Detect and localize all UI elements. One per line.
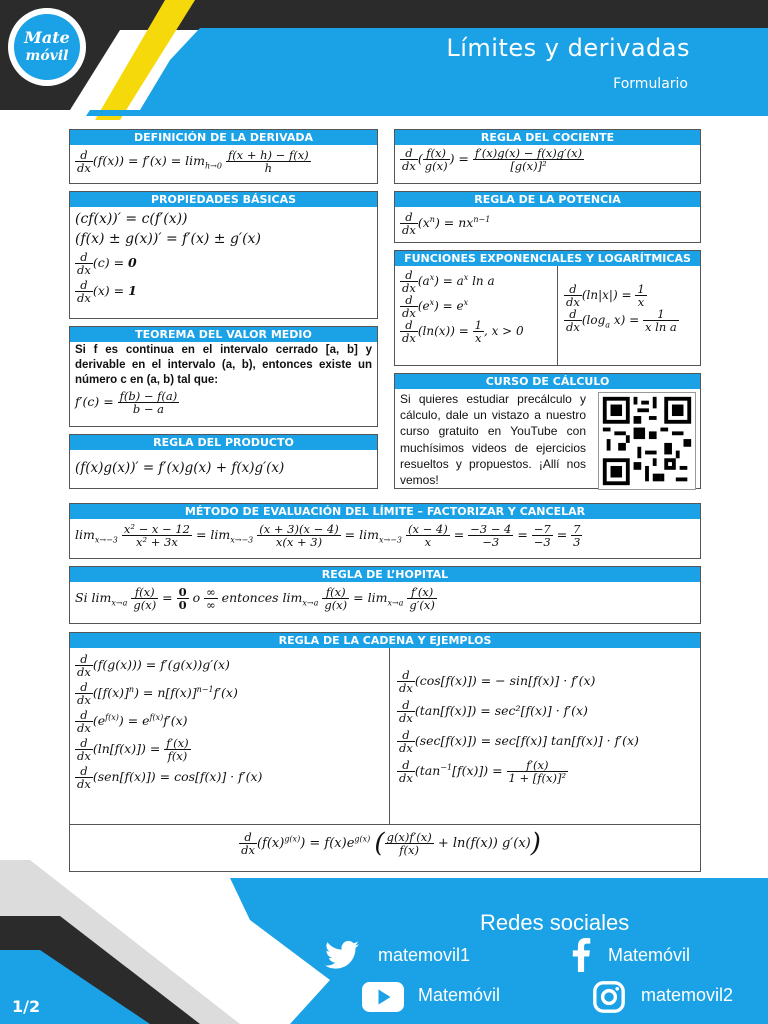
- potencia-formula: $\frac{d}{dx}$ $(x^n) = nx^{n-1}$: [402, 210, 491, 237]
- propiedades-title: PROPIEDADES BÁSICAS: [70, 192, 377, 207]
- exp-log-title: FUNCIONES EXPONENCIALES Y LOGARÍTMICAS: [395, 251, 700, 266]
- cociente-box: [394, 129, 701, 184]
- cadena-title: REGLA DE LA CADENA Y EJEMPLOS: [70, 633, 700, 648]
- page-number: 1/2: [12, 997, 41, 1016]
- exp-log-left: $\frac{d}{dx}$ $(a^x) = a^x$ ln a $\frac{d}{dx}$ $(e^x) = e^x$ $\frac{d}{dx}$ (ln(x)) = $\frac{1}{x}$ , x > 0: [402, 268, 524, 345]
- valor-medio-box: [69, 326, 378, 427]
- producto-title: REGLA DEL PRODUCTO: [70, 435, 377, 450]
- propiedades-box: [69, 191, 378, 319]
- redes-heading: Redes sociales: [480, 910, 630, 935]
- instagram-handle[interactable]: matemovil2: [641, 985, 734, 1005]
- facebook-handle[interactable]: Matemóvil: [608, 945, 691, 965]
- twitter-handle[interactable]: matemovil1: [378, 945, 471, 965]
- valor-medio-title: TEOREMA DEL VALOR MEDIO: [70, 327, 377, 342]
- potencia-box: [394, 191, 701, 243]
- cadena-divider-h: [70, 824, 700, 825]
- definicion-derivada-box: [69, 129, 378, 184]
- instagram-icon[interactable]: [592, 980, 626, 1014]
- facebook-icon[interactable]: [570, 938, 592, 972]
- youtube-handle[interactable]: Matemóvil: [418, 985, 501, 1005]
- definicion-derivada-title: DEFINICIÓN DE LA DERIVADA: [70, 130, 377, 145]
- curso-title: CURSO DE CÁLCULO: [395, 374, 700, 389]
- factorizar-box: [69, 503, 701, 559]
- factorizar-title: MÉTODO DE EVALUACIÓN DEL LÍMITE – FACTORIZAR Y CANCELAR: [70, 504, 700, 519]
- exp-log-right: $\frac{d}{dx}$ (ln|x|) = $\frac{1}{x}$ $\frac{d}{dx}$ ($\log_a$ x) = $\frac{1}{\text{x ln a}}$: [566, 282, 677, 334]
- lhopital-box: [69, 566, 701, 624]
- producto-box: [69, 434, 378, 489]
- cadena-bottom-formula: $\frac{d}{dx}$ $(f(x)^{g(x)}) = f(x)e^{g(x)}$ ( $\frac{g(x)f'(x)}{f(x)}$ + ln(f(x)) g′(x)): [241, 828, 541, 859]
- twitter-icon[interactable]: [325, 940, 359, 970]
- page-title: Límites y derivadas: [446, 34, 690, 62]
- producto-formula: (f(x)g(x))′ = f′(x)g(x) + f(x)g′(x): [75, 460, 285, 476]
- matemovil-logo: [8, 8, 86, 86]
- cociente-title: REGLA DEL COCIENTE: [395, 130, 700, 145]
- potencia-title: REGLA DE LA POTENCIA: [395, 192, 700, 207]
- logo-text-2: móvil: [25, 48, 69, 64]
- lhopital-formula: Si $\lim_{x\to a}$ $\frac{f(x)}{g(x)}$ = $\frac{0}{0}$ o $\frac{\infty}{\infty}$ entonces $\lim_{x\to a}$ $\frac{f(x)}{g(x)}$ = $\lim_{x\to a}$ $\frac{f'(x)}{g'(x)}$: [75, 585, 435, 612]
- cadena-right: $\frac{d}{dx}$ (cos[f(x)]) = − sin[f(x)] · f′(x) $\frac{d}{dx}$ (tan[f(x)]) = sec²[f(x)] · f′(x) $\frac{d}{dx}$ (sec[f(x)]) = sec[f(x)] tan[f(x)] · f′(x) $\frac{d}{dx}$ $(\tan^{-1}[f(x)])$ = $\frac{f'(x)}{\text{1 + [f(x)]²}}$: [399, 668, 639, 785]
- page-subtitle: Formulario: [613, 76, 688, 92]
- valor-medio-text: Si f es continua en el intervalo cerrado [a, b] y derivable en el intervalo (a, b), entonces existe un número c en (a, b) tal que:: [75, 344, 372, 386]
- cadena-left: $\frac{d}{dx}$ (f(g(x))) = f′(g(x))g′(x) $\frac{d}{dx}$ $([f(x)]^n) = n[f(x)]^{n-1}f'(x)$ $\frac{d}{dx}$ $(e^{f(x)}) = e^{f(x)}f'(x)$ $\frac{d}{dx}$ (ln[f(x)]) = $\frac{f'(x)}{f(x)}$ $\frac{d}{dx}$ (sen[f(x)]) = cos[f(x)] · f′(x): [77, 652, 263, 791]
- valor-medio-formula: f′(c) = $\frac{f(b) - f(a)}{b - a}$: [75, 389, 178, 416]
- qr-code-icon[interactable]: [598, 392, 696, 490]
- cociente-formula: $\frac{d}{dx}$ ( $\frac{f(x)}{g(x)}$ ) = $\frac{f'(x)g(x) - f(x)g'(x)}{\text{[g(x)]²}}$: [402, 146, 583, 173]
- curso-text: Si quieres estudiar precálculo y cálculo, dale un vistazo a nuestro curso gratuito en YouTube con muchísimos videos de ejercicios resueltos y propuestos. ¡Allí nos vemos!: [400, 392, 586, 488]
- youtube-icon[interactable]: [362, 982, 404, 1012]
- exp-log-box: [394, 250, 701, 366]
- factorizar-formula: $\lim_{x\to-3}$ $\frac{\text{x² − x − 12}}{\text{x² + 3x}}$ = $\lim_{x\to-3}$ $\frac{(x + 3)(x - 4)}{x(x + 3)}$ = $\lim_{x\to-3}$ $\frac{(x - 4)}{x}$ = $\frac{-3 - 4}{-3}$ = $\frac{-7}{-3}$ = $\frac{7}{3}$: [75, 522, 581, 549]
- definicion-derivada-formula: $\frac{d}{dx}$ $(f(x)) = f'(x) = \lim_{h\to 0}$ $\frac{f(x + h) - f(x)}{h}$: [77, 148, 309, 175]
- lhopital-title: REGLA DE L’HOPITAL: [70, 567, 700, 582]
- propiedades-body: (cf(x))′ = c(f′(x)) (f(x) ± g(x))′ = f′(x) ± g′(x) $\frac{d}{dx}$ (c) = 0 $\frac{d}{dx}$ (x) = 1: [75, 211, 261, 305]
- cadena-box: [69, 632, 701, 872]
- logo-text-1: Mate: [24, 28, 70, 47]
- curso-box: [394, 373, 701, 489]
